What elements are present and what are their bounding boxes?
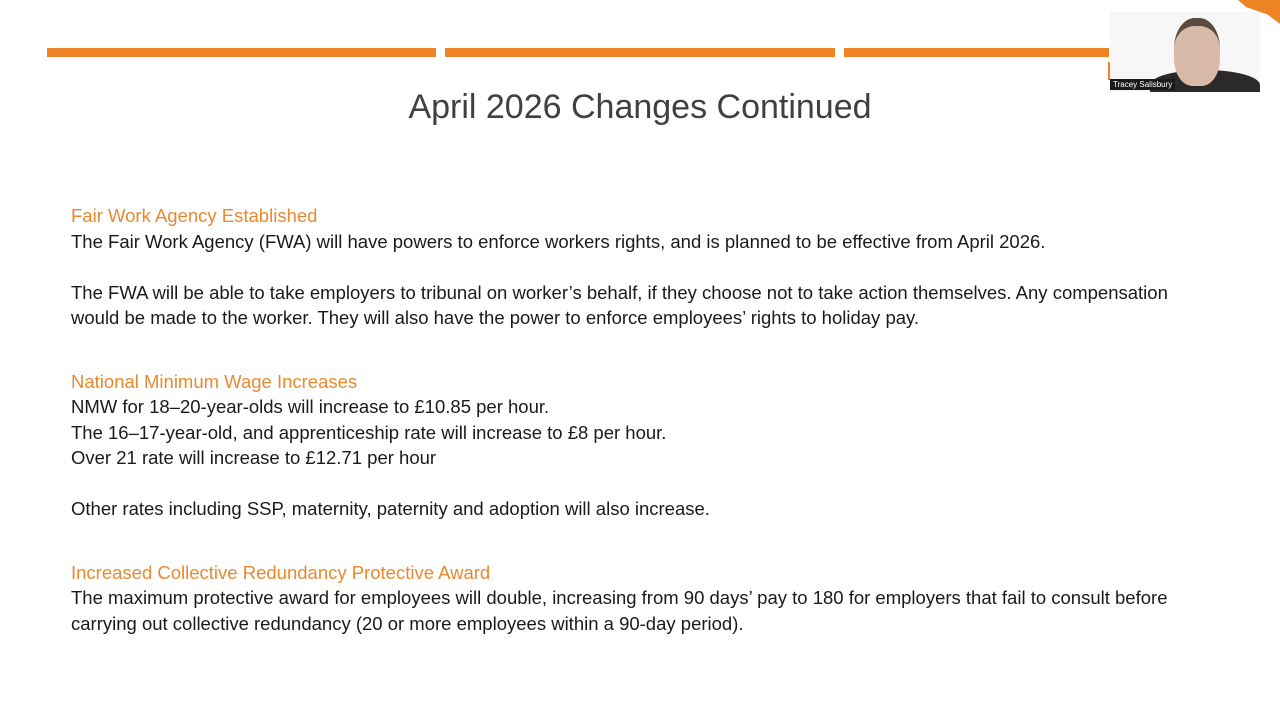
section-heading: Fair Work Agency Established [71, 205, 318, 226]
participant-name-label: Tracey Salisbury [1110, 79, 1175, 90]
header-accent-bar [844, 48, 1109, 57]
section-fair-work-agency [71, 203, 1191, 331]
webcam-video-tile[interactable] [1110, 12, 1260, 92]
paragraph: The FWA will be able to take employers to tribunal on worker’s behalf, if they choose not to take action themselves. Any compensation would be made to the worker. They will also have the power to enforce employees’ rights to holiday pay. [71, 281, 1168, 328]
wage-line: NMW for 18–20-year-olds will increase to £10.85 per hour. [71, 396, 550, 417]
section-collective-redundancy [71, 560, 1191, 637]
slide-content [71, 203, 1191, 636]
paragraph: Other rates including SSP, maternity, paternity and adoption will also increase. [71, 498, 710, 519]
section-minimum-wage [71, 369, 1191, 522]
wage-line: Over 21 rate will increase to £12.71 per hour [71, 447, 437, 468]
header-accent-bar [47, 48, 436, 57]
paragraph: The Fair Work Agency (FWA) will have powers to enforce workers rights, and is planned to be effective from April 2026. [71, 230, 1046, 252]
participant-avatar [1174, 18, 1220, 86]
slide-title: April 2026 Changes Continued [408, 88, 872, 126]
paragraph: The maximum protective award for employees will double, increasing from 90 days’ pay to 180 for employers that fail to consult before carrying out collective redundancy (20 or more employees within a 90-day period). [71, 587, 1168, 634]
wage-line: The 16–17-year-old, and apprenticeship rate will increase to £8 per hour. [71, 421, 667, 443]
section-heading: Increased Collective Redundancy Protective Award [71, 561, 491, 583]
header-accent-bar [445, 48, 835, 57]
section-heading: National Minimum Wage Increases [71, 370, 358, 392]
